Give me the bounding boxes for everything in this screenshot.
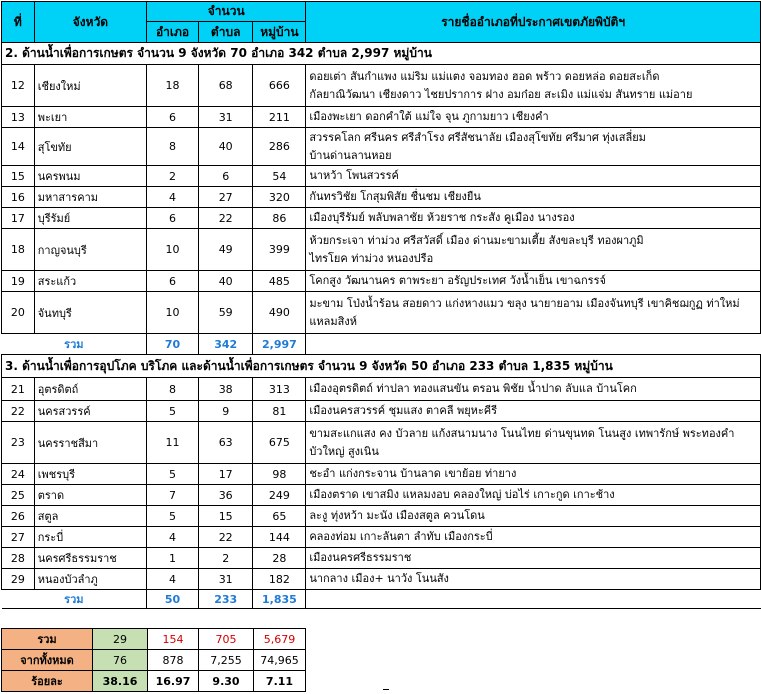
district-count: 8 [147, 128, 199, 166]
district-names [306, 187, 761, 208]
village-count: 65 [253, 506, 306, 527]
district-names-line-1: ห้วยกระเจา ท่าม่วง ศรีสวัสดิ์ เมือง ด่านมะขามเตี้ย สังขละบุรี ทองผาภูมิ [309, 233, 644, 247]
subdistrict-count: 68 [198, 65, 253, 107]
subtotal-district: 50 [147, 590, 199, 609]
summary-table [1, 628, 306, 692]
page-mark [383, 689, 389, 693]
row-number: 17 [2, 208, 35, 229]
province-name: สุโขทัย [34, 128, 146, 166]
district-count: 4 [147, 569, 199, 590]
subdistrict-count: 22 [198, 208, 253, 229]
district-names [306, 548, 761, 569]
subdistrict-count: 40 [198, 271, 253, 292]
summary-province: 38.16 [93, 671, 148, 692]
subtotal-village: 2,997 [253, 334, 306, 355]
subdistrict-count: 38 [198, 378, 253, 401]
table-row [2, 422, 761, 464]
summary-village: 7.11 [254, 671, 306, 692]
table-row [2, 271, 761, 292]
row-number: 27 [2, 527, 35, 548]
row-number: 24 [2, 464, 35, 485]
province-name: บุรีรัมย์ [34, 208, 146, 229]
province-name: ตราด [34, 485, 146, 506]
district-count: 11 [147, 422, 199, 464]
province-name: พะเยา [34, 107, 146, 128]
subtotal-label: รวม [2, 590, 147, 609]
table-row [2, 187, 761, 208]
subtotal-blank [306, 334, 761, 355]
row-number: 25 [2, 485, 35, 506]
subdistrict-count: 22 [198, 527, 253, 548]
village-count: 144 [253, 527, 306, 548]
village-count: 28 [253, 548, 306, 569]
disaster-table [1, 1, 761, 609]
subtotal-label: รวม [2, 334, 147, 355]
district-count: 2 [147, 166, 199, 187]
row-number: 29 [2, 569, 35, 590]
district-names-line-1: นาหว้า โพนสวรรค์ [309, 169, 399, 182]
village-count: 399 [253, 229, 306, 271]
district-names [306, 378, 761, 401]
province-name: นครพนม [34, 166, 146, 187]
district-names-line-1: โคกสูง วัฒนานคร ตาพระยา อรัญประเทศ วังน้ำเย็น เขาฉกรรจ์ [309, 274, 606, 287]
summary-village: 5,679 [254, 629, 306, 650]
district-names-line-1: สวรรคโลก ศรีนคร ศรีสำโรง ศรีสัชนาลัย เมืองสุโขทัย ศรีมาศ ทุ่งเสลี่ยม [309, 130, 646, 144]
district-names [306, 422, 761, 464]
district-names [306, 128, 761, 166]
subtotal-subdistrict: 233 [198, 590, 253, 609]
district-count: 6 [147, 208, 199, 229]
province-name: อุตรดิตถ์ [34, 378, 146, 401]
district-names [306, 401, 761, 422]
subdistrict-count: 6 [198, 166, 253, 187]
village-count: 86 [253, 208, 306, 229]
header-subdistrict: ตำบล [198, 22, 253, 43]
province-name: นครราชสีมา [34, 422, 146, 464]
summary-subdistrict: 7,255 [199, 650, 254, 671]
village-count: 320 [253, 187, 306, 208]
district-names [306, 464, 761, 485]
district-names-line-2: แหลมสิงห์ [309, 314, 357, 328]
table-row [2, 292, 761, 334]
header-no: ที่ [2, 2, 35, 43]
district-names-line-2: บ้านด่านลานหอย [309, 148, 392, 162]
subdistrict-count: 59 [198, 292, 253, 334]
district-names [306, 569, 761, 590]
row-number: 16 [2, 187, 35, 208]
subdistrict-count: 9 [198, 401, 253, 422]
district-count: 7 [147, 485, 199, 506]
subdistrict-count: 40 [198, 128, 253, 166]
village-count: 490 [253, 292, 306, 334]
header-names: รายชื่ออำเภอที่ประกาศเขตภัยพิบัติฯ [306, 2, 761, 43]
district-names [306, 229, 761, 271]
district-count: 4 [147, 527, 199, 548]
district-names-line-1: เมืองนครสวรรค์ ชุมแสง ตาคลี พยุหะคีรี [309, 404, 498, 417]
district-names-line-1: คลองท่อม เกาะลันตา ลำทับ เมืองกระบี่ [309, 530, 493, 543]
table-row [2, 229, 761, 271]
subdistrict-count: 27 [198, 187, 253, 208]
table-row [2, 527, 761, 548]
table-row [2, 65, 761, 107]
summary-district: 154 [148, 629, 199, 650]
header-village: หมู่บ้าน [253, 22, 306, 43]
header-district: อำเภอ [147, 22, 199, 43]
district-names-line-2: ไทรโยค ท่าม่วง หนองปรือ [309, 251, 434, 265]
district-names [306, 527, 761, 548]
district-names [306, 208, 761, 229]
subdistrict-count: 31 [198, 107, 253, 128]
table-row [2, 208, 761, 229]
row-number: 13 [2, 107, 35, 128]
village-count: 675 [253, 422, 306, 464]
district-names-line-2: กัลยาณิวัฒนา เชียงดาว ไชยปราการ ฝาง อมก๋อย สะเมิง แม่แจ่ม สันทราย แม่อาย [309, 87, 693, 101]
table-row [2, 107, 761, 128]
village-count: 286 [253, 128, 306, 166]
district-names-line-1: เมืองพะเยา ดอกคำใต้ แม่ใจ จุน ภูกามยาว เชียงคำ [309, 110, 549, 123]
district-names [306, 292, 761, 334]
village-count: 81 [253, 401, 306, 422]
subtotal-village: 1,835 [253, 590, 306, 609]
district-count: 4 [147, 187, 199, 208]
row-number: 20 [2, 292, 35, 334]
village-count: 211 [253, 107, 306, 128]
district-count: 5 [147, 401, 199, 422]
village-count: 98 [253, 464, 306, 485]
row-number: 19 [2, 271, 35, 292]
row-number: 15 [2, 166, 35, 187]
district-names-line-1: เมืองตราด เขาสมิง แหลมงอบ คลองใหญ่ บ่อไร่ เกาะกูด เกาะช้าง [309, 488, 615, 501]
table-row [2, 548, 761, 569]
subdistrict-count: 17 [198, 464, 253, 485]
summary-subdistrict: 705 [199, 629, 254, 650]
summary-row [2, 671, 306, 692]
row-number: 22 [2, 401, 35, 422]
district-names-line-1: เมืองบุรีรัมย์ พลับพลาชัย ห้วยราช กระสัง คูเมือง นางรอง [309, 211, 575, 224]
district-count: 10 [147, 292, 199, 334]
summary-label: ร้อยละ [2, 671, 93, 692]
village-count: 666 [253, 65, 306, 107]
subdistrict-count: 63 [198, 422, 253, 464]
table-row [2, 401, 761, 422]
row-number: 23 [2, 422, 35, 464]
province-name: มหาสารคาม [34, 187, 146, 208]
subtotal-row [2, 590, 761, 609]
subdistrict-count: 2 [198, 548, 253, 569]
district-count: 5 [147, 506, 199, 527]
row-number: 12 [2, 65, 35, 107]
subdistrict-count: 49 [198, 229, 253, 271]
summary-district: 16.97 [148, 671, 199, 692]
province-name: เพชรบุรี [34, 464, 146, 485]
header-province: จังหวัด [34, 2, 146, 43]
row-number: 21 [2, 378, 35, 401]
province-name: จันทบุรี [34, 292, 146, 334]
district-names-line-1: ดอยเต่า สันกำแพง แม่ริม แม่แตง จอมทอง ฮอด พร้าว ดอยหล่อ ดอยสะเก็ด [309, 69, 660, 83]
table-row [2, 464, 761, 485]
summary-row [2, 650, 306, 671]
table-row [2, 128, 761, 166]
village-count: 182 [253, 569, 306, 590]
province-name: หนองบัวลำภู [34, 569, 146, 590]
subdistrict-count: 36 [198, 485, 253, 506]
table-row [2, 485, 761, 506]
district-names [306, 166, 761, 187]
province-name: นครสวรรค์ [34, 401, 146, 422]
table-row [2, 506, 761, 527]
district-names-line-1: เมืองอุตรดิตถ์ ท่าปลา ทองแสนขัน ตรอน พิชัย น้ำปาด ลับแล บ้านโคก [309, 382, 637, 395]
row-number: 14 [2, 128, 35, 166]
section-2-title: 2. ด้านน้ำเพื่อการเกษตร จำนวน 9 จังหวัด 70 อำเภอ 342 ตำบล 2,997 หมู่บ้าน [2, 43, 761, 65]
table-row [2, 378, 761, 401]
summary-province: 29 [93, 629, 148, 650]
district-names [306, 65, 761, 107]
district-names-line-1: เมืองนครศรีธรรมราช [309, 551, 412, 564]
header-count: จำนวน [147, 2, 306, 22]
summary-subdistrict: 9.30 [199, 671, 254, 692]
district-names-line-1: นากลาง เมือง+ นาวัง โนนสัง [309, 572, 449, 585]
province-name: กาญจนบุรี [34, 229, 146, 271]
district-names-line-1: ชะอำ แก่งกระจาน บ้านลาด เขาย้อย ท่ายาง [309, 467, 517, 480]
district-names [306, 107, 761, 128]
summary-row [2, 629, 306, 650]
row-number: 28 [2, 548, 35, 569]
village-count: 249 [253, 485, 306, 506]
village-count: 54 [253, 166, 306, 187]
district-count: 1 [147, 548, 199, 569]
summary-label: รวม [2, 629, 93, 650]
table-row [2, 166, 761, 187]
province-name: สตูล [34, 506, 146, 527]
district-names-line-1: ละงู ทุ่งหว้า มะนัง เมืองสตูล ควนโดน [309, 509, 485, 522]
district-count: 10 [147, 229, 199, 271]
subtotal-district: 70 [147, 334, 199, 355]
table-row [2, 569, 761, 590]
province-name: กระบี่ [34, 527, 146, 548]
subtotal-row [2, 334, 761, 355]
village-count: 313 [253, 378, 306, 401]
summary-province: 76 [93, 650, 148, 671]
district-count: 6 [147, 271, 199, 292]
province-name: เชียงใหม่ [34, 65, 146, 107]
district-names-line-2: บัวใหญ่ สูงเนิน [309, 444, 379, 458]
district-count: 6 [147, 107, 199, 128]
row-number: 26 [2, 506, 35, 527]
district-count: 18 [147, 65, 199, 107]
district-names [306, 485, 761, 506]
summary-village: 74,965 [254, 650, 306, 671]
district-count: 5 [147, 464, 199, 485]
district-names-line-1: กันทรวิชัย โกสุมพิสัย ชื่นชม เชียงยืน [309, 190, 481, 203]
district-names [306, 271, 761, 292]
summary-district: 878 [148, 650, 199, 671]
section-3-title: 3. ด้านน้ำเพื่อการอุปโภค บริโภค และด้านน้ำเพื่อการเกษตร จำนวน 9 จังหวัด 50 อำเภอ 233 ตำบล 1,835 หมู่บ้าน [2, 355, 761, 378]
district-names-line-1: ขามสะแกแสง คง บัวลาย แก้งสนามนาง โนนไทย ด่านขุนทด โนนสูง เทพารักษ์ พระทองคำ [309, 426, 735, 440]
summary-label: จากทั้งหมด [2, 650, 93, 671]
row-number: 18 [2, 229, 35, 271]
district-names-line-1: มะขาม โป่งน้ำร้อน สอยดาว แก่งหางแมว ขลุง นายายอาม เมืองจันทบุรี เขาคิชฌกูฏ ท่าใหม่ [309, 296, 740, 310]
province-name: นครศรีธรรมราช [34, 548, 146, 569]
subtotal-subdistrict: 342 [198, 334, 253, 355]
subdistrict-count: 15 [198, 506, 253, 527]
district-count: 8 [147, 378, 199, 401]
subtotal-blank [306, 590, 761, 609]
subdistrict-count: 31 [198, 569, 253, 590]
province-name: สระแก้ว [34, 271, 146, 292]
village-count: 485 [253, 271, 306, 292]
district-names [306, 506, 761, 527]
